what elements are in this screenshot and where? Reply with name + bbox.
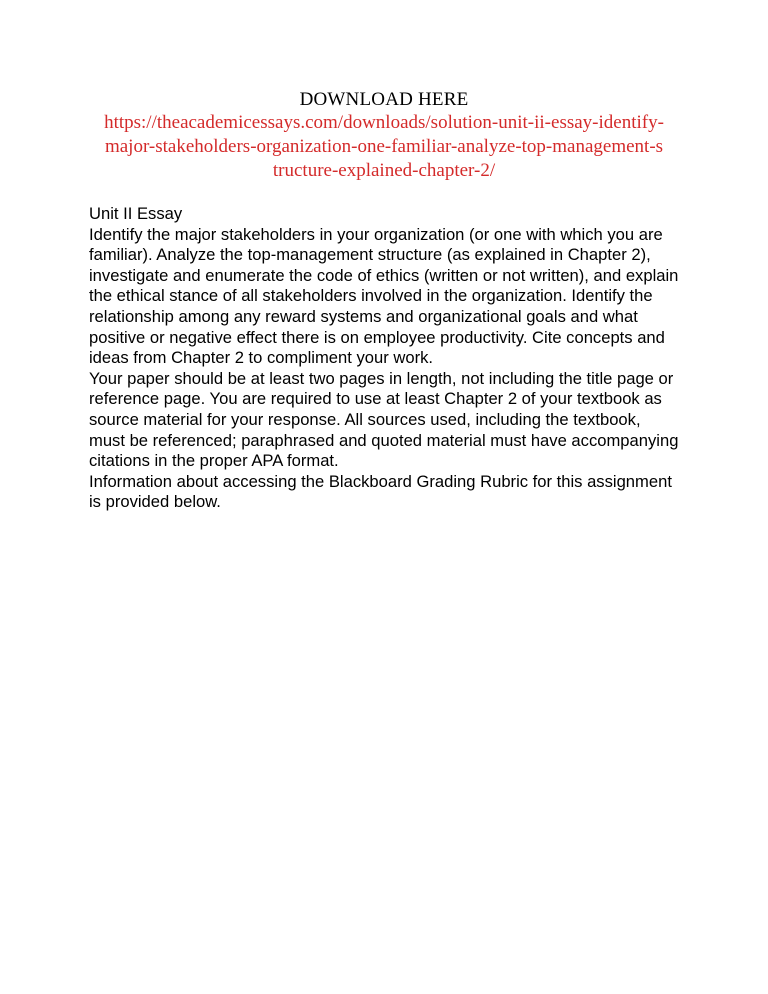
download-title: DOWNLOAD HERE: [299, 89, 469, 110]
instructions-paragraph-1: Identify the major stakeholders in your organization (or one with which you are familiar). Analyze the top-management structure (as explained in Chapter 2), investigate and enumerate the code of ethics (written or not written), and explain the ethical stance of all stakeholders involved in the organization. Identify the relationship among any reward systems and organizational goals and what positive or negative effect there is on employee productivity. Cite concepts and ideas from Chapter 2 to compliment your work.: [89, 224, 679, 368]
download-link[interactable]: https://theacademicessays.com/downloads/solution-unit-ii-essay-identify-major-stakeholders-organization-one-familiar-analyze-top-management-structure-explained-chapter-2/: [104, 112, 664, 181]
download-header: [0, 88, 768, 183]
instructions-paragraph-2: Your paper should be at least two pages in length, not including the title page or reference page. You are required to use at least Chapter 2 of your textbook as source material for your response. All sources used, including the textbook, must be referenced; paraphrased and quoted material must have accompanying citations in the proper APA format.: [89, 368, 679, 471]
instructions-paragraph-3: Information about accessing the Blackboard Grading Rubric for this assignment is provided below.: [89, 471, 672, 512]
essay-instructions: [89, 204, 679, 513]
essay-heading: Unit II Essay: [89, 204, 183, 223]
